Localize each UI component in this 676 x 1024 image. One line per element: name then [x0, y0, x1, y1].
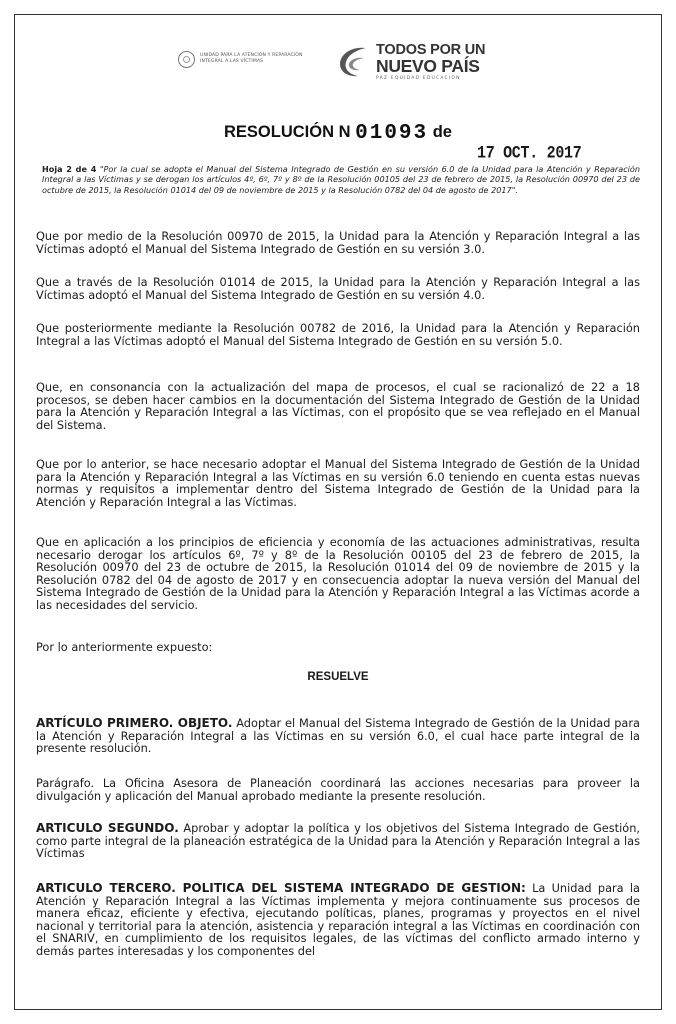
- article-segundo: [36, 822, 640, 860]
- article-primero-text: Adoptar el Manual del Sistema Integrado de Gestión de la Unidad para la Atención y Reparación Integral a las Víctimas en su versión 6.0, el cual hace parte integral de la presente resolución.: [36, 716, 640, 756]
- page-reference: [42, 164, 640, 195]
- logo-line-2: NUEVO PAÍS: [376, 56, 480, 76]
- unidad-logo-text: UNIDAD PARA LA ATENCIÓN Y REPARACIÓN INTEGRAL A LAS VÍCTIMAS: [200, 53, 303, 64]
- considerando-1: Que por medio de la Resolución 00970 de 2015, la Unidad para la Atención y Reparación Integral a las Víctimas adoptó el Manual del Sistema Integrado de Gestión en su versión 3.0.: [36, 229, 640, 256]
- article-primero: [36, 717, 640, 755]
- article-tercero: [36, 882, 640, 958]
- article-tercero-heading: ARTICULO TERCERO. POLITICA DEL SISTEMA INTEGRADO DE GESTION:: [36, 881, 526, 895]
- hoja-text: "Por la cual se adopta el Manual del Sistema Integrado de Gestión en su versión 6.0 de la Unidad para la Atención y Reparación Integral a las Víctimas y se derogan los artículos 4º, 6º, 7º y 8º de la Resolución 00105 del 23 de febrero de 2015, la Resolución 00970 del 23 de octubre de 2015, la Resolución 01014 del 09 de noviembre de 2015 y la Resolución 0782 del 04 de agosto de 2017".: [42, 164, 640, 195]
- considerando-3: Que posteriormente mediante la Resolución 00782 de 2016, la Unidad para la Atención y Reparación Integral a las Víctimas adoptó el Manual del Sistema Integrado de Gestión en su versión 5.0.: [36, 321, 640, 348]
- considerando-6: Que en aplicación a los principios de eficiencia y economía de las actuaciones administrativas, resulta necesario derogar los artículos 6º, 7º y 8º de la Resolución 00105 del 23 de febrero de 2015, la Resolución 00970 del 23 de octubre de 2015, la Resolución 01014 del 09 de noviembre de 2015 y la Resolución 0782 del 04 de agosto de 2017 y en consecuencia adoptar la nueva versión del Manual del Sistema Integrado de Gestión de la Unidad para la Atención y Reparación Integral a las Víctimas acorde a las necesidades del servicio.: [36, 535, 640, 612]
- article-tercero-text: La Unidad para la Atención y Reparación Integral a las Víctimas implementa y mejora continuamente sus procesos de manera eficaz, eficiente y efectiva, ejecutando políticas, planes, programas y proyectos en el nivel nacional y territorial para la atención, asistencia y reparación integral a las Víctimas en coordinación con el SNARIV, en cumplimiento de los requisitos legales, de las víctimas del conflicto armado interno y demás partes interesadas y los componentes del: [36, 881, 640, 958]
- nuevo-pais-swoosh-icon: [336, 44, 372, 80]
- resuelve-heading: RESUELVE: [307, 671, 369, 683]
- article-segundo-text: Aprobar y adoptar la política y los objetivos del Sistema Integrado de Gestión, como parte integral de la planeación estratégica de la Unidad para la Atención y Reparación Integral a las Víctimas: [36, 821, 640, 861]
- considerando-7: Por lo anteriormente expuesto:: [36, 640, 213, 654]
- hoja-label: Hoja 2 de 4: [42, 164, 97, 174]
- logo-line-1: TODOS POR UN: [376, 42, 486, 58]
- resolution-number: 01093: [355, 122, 429, 145]
- coat-of-arms-icon: [178, 51, 195, 68]
- article-primero-heading: ARTÍCULO PRIMERO. OBJETO.: [36, 716, 233, 730]
- resolution-de: de: [432, 123, 452, 141]
- paragrafo: Parágrafo. La Oficina Asesora de Planeación coordinará las acciones necesarias para proveer la divulgación y aplicación del Manual aprobado mediante la presente resolución.: [36, 776, 640, 803]
- considerando-2: Que a través de la Resolución 01014 de 2015, la Unidad para la Atención y Reparación Integral a las Víctimas adoptó el Manual del Sistema Integrado de Gestión en su versión 4.0.: [36, 275, 640, 302]
- considerando-4: Que, en consonancia con la actualización del mapa de procesos, el cual se racionalizó de 22 a 18 procesos, se deben hacer cambios en la documentación del Sistema Integrado de Gestión de la Unidad para la Atención y Reparación Integral a las Víctimas, con el propósito que se vea reflejado en el Manual del Sistema.: [36, 380, 640, 432]
- unidad-victimas-logo: [178, 46, 308, 72]
- article-segundo-heading: ARTICULO SEGUNDO.: [36, 821, 179, 835]
- logo-line-3: PAZ EQUIDAD EDUCACIÓN: [376, 76, 461, 81]
- resolution-date-stamp: 17 OCT. 2017: [477, 143, 582, 164]
- considerando-5: Que por lo anterior, se hace necesario adoptar el Manual del Sistema Integrado de Gestión de la Unidad para la Atención y Reparación Integral a las Víctimas en su versión 6.0 teniendo en cuenta estas nuevas normas y requisitos a implementar dentro del Sistema Integrado de Gestión de la Unidad para la Atención y Reparación Integral a las Víctimas.: [36, 457, 640, 509]
- resolution-label: RESOLUCIÓN N: [224, 123, 351, 141]
- todos-por-un-nuevo-pais-logo: [336, 42, 486, 86]
- resolution-title: [224, 121, 452, 144]
